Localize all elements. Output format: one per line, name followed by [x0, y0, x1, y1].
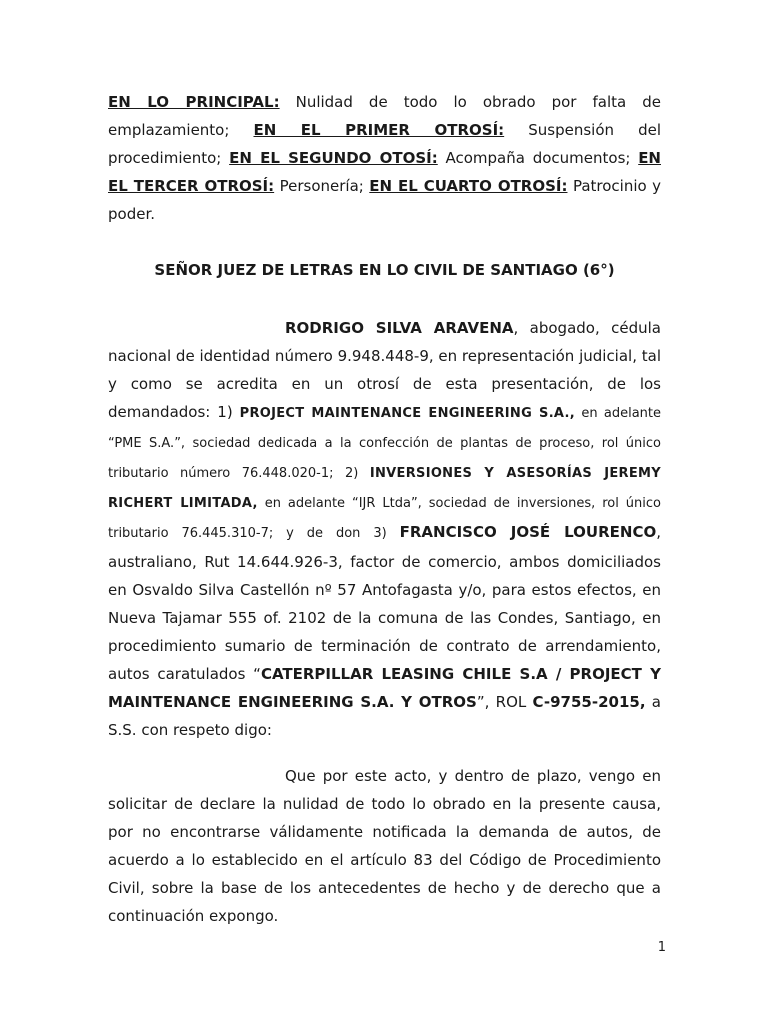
body1-text-5: ”, ROL: [476, 693, 533, 711]
summary-heading-cuarto-otrosi: EN EL CUARTO OTROSÍ:: [369, 177, 568, 195]
case-rol: C-9755-2015,: [532, 693, 646, 711]
summary-text-segundo-otrosi: Acompaña documentos;: [437, 149, 639, 167]
summary-heading-principal: EN LO PRINCIPAL:: [108, 93, 280, 111]
body-paragraph-appearance: [108, 314, 661, 744]
summary-paragraph: [108, 88, 661, 228]
body1-text-3: en adelante “IJR Ltda”, sociedad de inversiones, rol único tributario 76.445.310-7; y de don 3): [108, 496, 661, 541]
summary-text-tercer-otrosi: Personería;: [274, 177, 370, 195]
summary-heading-tercer-otrosi: EN EL TERCER OTROSÍ:: [108, 149, 661, 195]
summary-heading-primer-otrosi: EN EL PRIMER OTROSÍ:: [253, 121, 505, 139]
page-number: 1: [657, 940, 666, 955]
summary-text-primer-otrosi: Suspensión del procedimiento;: [108, 121, 661, 167]
summary-text-principal: Nulidad de todo lo obrado por falta de emplazamiento;: [108, 93, 661, 139]
body-paragraph-request: [108, 762, 661, 930]
person-name: FRANCISCO JOSÉ LOURENCO: [399, 523, 657, 541]
court-heading: SEÑOR JUEZ DE LETRAS EN LO CIVIL DE SANTIAGO (6°): [154, 261, 615, 279]
body1-text-2: en adelante “PME S.A.”, sociedad dedicada a la confección de plantas de proceso, rol único tributario número 76.448.020-1; 2): [108, 406, 662, 481]
summary-heading-segundo-otrosi: EN EL SEGUNDO OTOSÍ:: [229, 149, 438, 167]
request-text: Que por este acto, y dentro de plazo, vengo en solicitar de declare la nulidad de todo lo obrado en la presente causa, por no encontrarse válidamente notificada la demanda de autos, de acuerdo a lo establecido en el artículo 83 del Código de Procedimiento Civil, sobre la base de los antecedentes de hecho y de derecho que a continuación expongo.: [108, 767, 661, 925]
body1-text-6: a S.S. con respeto digo:: [108, 693, 661, 739]
summary-text-cuarto-otrosi: Patrocinio y poder.: [108, 177, 662, 223]
body1-text-4: , australiano, Rut 14.644.926-3, factor de comercio, ambos domiciliados en Osvaldo Silva Castellón nº 57 Antofagasta y/o, para estos efectos, en Nueva Tajamar 555 of. 2102 de la comuna de las Condes, Santiago, en procedimiento sumario de terminación de contrato de arrendamiento, autos caratulados “: [108, 523, 661, 683]
company-1-name: PROJECT MAINTENANCE ENGINEERING S.A.,: [239, 406, 576, 421]
company-2-name: INVERSIONES Y ASESORÍAS JEREMY RICHERT LIMITADA,: [108, 466, 661, 511]
case-caption: CATERPILLAR LEASING CHILE S.A / PROJECT Y MAINTENANCE ENGINEERING S.A. Y OTROS: [108, 665, 661, 711]
body1-text-1: , abogado, cédula nacional de identidad número 9.948.448-9, en representación judicial, tal y como se acredita en un otrosí de esta presentación, de los demandados: 1): [108, 319, 661, 421]
lawyer-name: RODRIGO SILVA ARAVENA: [285, 319, 514, 337]
